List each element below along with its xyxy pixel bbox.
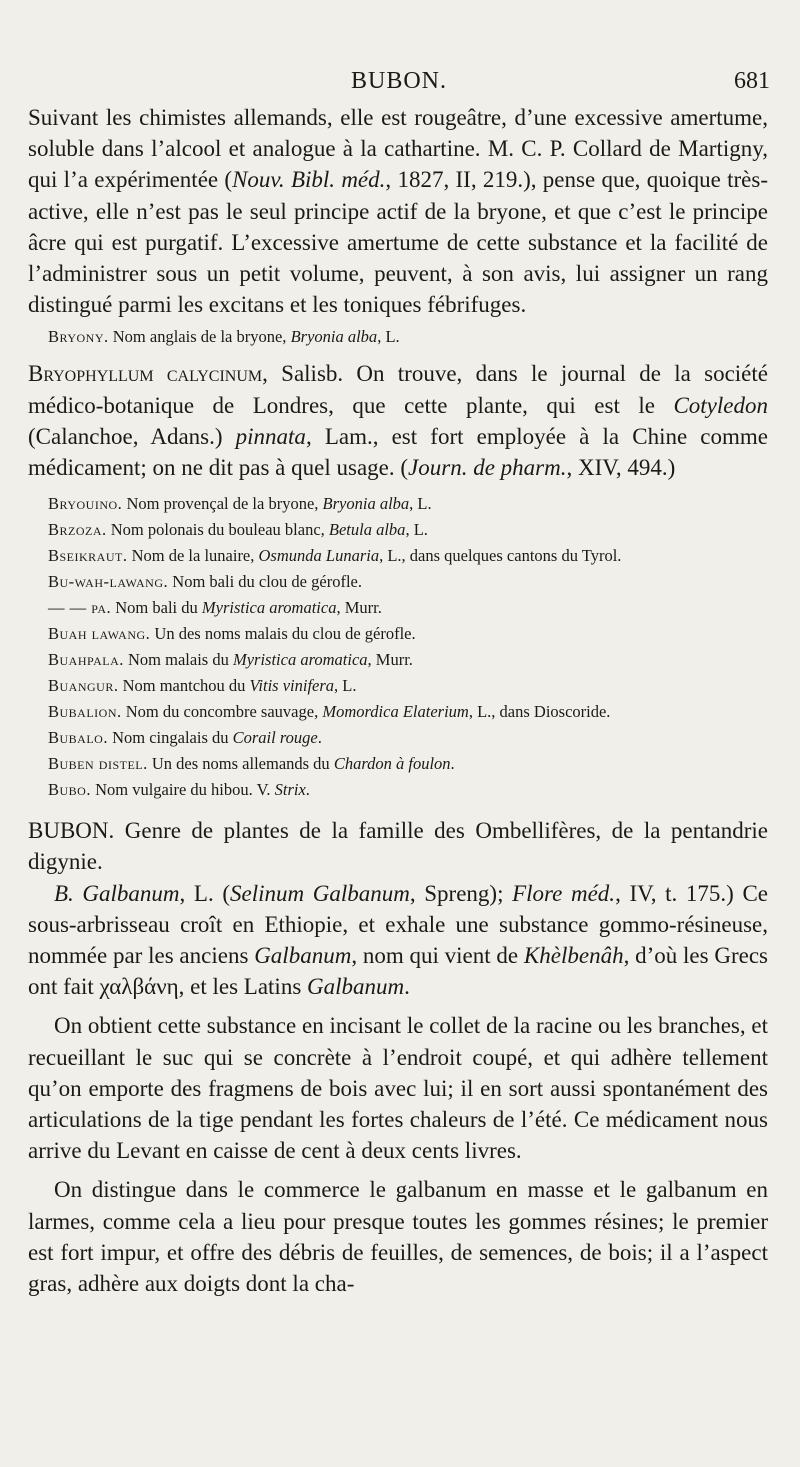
latin-name: Chardon à foulon (333, 754, 451, 774)
page-number: 681 (734, 68, 770, 94)
latin-name: Galbanum (254, 943, 352, 969)
entry-term: Bryony. (48, 327, 109, 347)
latin-name: Corail rouge (232, 728, 318, 748)
text: Nom cingalais du (107, 728, 233, 748)
entry-term: Buangur. (48, 676, 119, 696)
entry-bubon (28, 815, 768, 877)
text: Un des noms malais du clou de gérofle. (150, 624, 416, 644)
text: Nom anglais de la bryone, (108, 327, 291, 347)
latin-name: B. Galbanum (54, 880, 180, 906)
text: , L. (334, 676, 357, 696)
text: , L. (377, 327, 400, 347)
text: . (305, 780, 310, 800)
latin-name: Bryonia alba (322, 494, 410, 514)
list-item (28, 777, 768, 803)
latin-name: Myristica aromatica (232, 650, 368, 670)
latin-name: Selinum Galbanum (230, 880, 410, 906)
list-item (28, 543, 768, 569)
entry-term: Bryouino. (48, 494, 123, 514)
entry-term: BUBON. (28, 818, 115, 844)
paragraph-galbanum (28, 878, 768, 1003)
text: , L. ( (179, 880, 231, 906)
text: . (404, 974, 410, 1000)
entry-bryophyllum (28, 358, 768, 483)
list-item (28, 517, 768, 543)
entry-bryony (28, 324, 768, 350)
text: , L., dans Dioscoride. (468, 702, 611, 722)
text: . (317, 728, 322, 748)
latin-name: pinnata (235, 423, 306, 449)
paragraph-commerce: On distingue dans le commerce le galbanum en masse et le galbanum en larmes, comme cela a lieu pour presque toutes les gommes résines; le premier est fort impur, et offre des débris de feuilles, de semences, de bois; il a l’aspect gras, adhère aux doigts dont la cha- (28, 1177, 768, 1297)
text: Nom vulgaire du hibou. V. (90, 780, 275, 800)
text: Suivant les chimistes allemands, elle est rougeâtre, d’une excessive amertume, soluble dans l’alcool et analogue à la cathartine. M. C. P. Collard de Martigny, qui l’a expérimentée ( (28, 105, 768, 193)
citation: Journ. de pharm. (408, 455, 567, 481)
text: , d’où les Grecs ont fait (28, 943, 768, 1000)
text: , L. (405, 520, 428, 540)
citation: Nouv. Bibl. méd. (232, 167, 386, 193)
entry-term: Buben distel. (48, 754, 148, 774)
citation: Flore méd. (512, 880, 616, 906)
text: . (450, 754, 455, 774)
paragraph-obtention: On obtient cette substance en incisant le collet de la racine ou les branches, et recueillant le suc qui se concrète à l’endroit coupé, et qui adhère tellement qu’on emporte des fragmens de bois avec lui; il en sort aussi spontanément des articulations de la tige pendant les fortes chaleurs de l’été. Ce médicament nous arrive du Levant en caisse de cent à deux cents livres. (28, 1013, 768, 1164)
entry-term: Bseikraut. (48, 546, 128, 566)
list-item (28, 569, 768, 595)
text: , Salisb. On trouve, dans le journal de la société médico-botanique de Londres, que cette plante, qui est le (28, 361, 768, 418)
text: , nom qui vient de (351, 943, 524, 969)
latin-name: Myristica aromatica (201, 598, 337, 618)
latin-name: Vitis vinifera (249, 676, 335, 696)
text: , L. (409, 494, 432, 514)
entry-term: Brzoza. (48, 520, 107, 540)
hebrew-name: Khèlbenâh (523, 943, 624, 969)
text: Nom du concombre sauvage, (121, 702, 323, 722)
list-item (28, 621, 768, 647)
list-item (28, 595, 768, 621)
entry-term: Bryophyllum calycinum (28, 361, 263, 387)
list-item (28, 751, 768, 777)
latin-name: Bryonia alba (290, 327, 378, 347)
text: , Lam., est fort employée à la Chine comme médicament; on ne dit pas à quel usage. ( (28, 423, 768, 481)
list-item (28, 647, 768, 673)
entry-term: Bu-wah-lawang. (48, 572, 169, 592)
text: , 1827, II, 219.), pense que, quoique très-active, elle n’est pas le seul principe actif de la bryone, et que c’est le principe âcre qui est purgatif. L’excessive amertume de cette substance et la facilité de l’administrer sous un petit volume, peuvent, à son avis, lui assigner un rang distingué parmi les excitans et les toniques fébrifuges. (28, 167, 768, 318)
latin-name: Cotyledon (673, 392, 768, 418)
latin-name: Galbanum (307, 974, 405, 1000)
text: (Calanchoe, Adans.) (28, 423, 236, 449)
page-body (28, 102, 768, 1299)
list-item (28, 725, 768, 751)
entry-term: Bubalion. (48, 702, 122, 722)
greek-word: χαλβάνη (99, 974, 179, 1000)
running-title: BUBON. (350, 68, 447, 94)
entry-term: Buahpala. (48, 650, 124, 670)
latin-name: Strix (274, 780, 306, 800)
text: Nom bali du clou de gérofle. (168, 572, 362, 592)
text: Nom mantchou du (118, 676, 250, 696)
text: , IV, t. 175.) Ce sous-arbrisseau croît en Ethiopie, et exhale une substance gommo-résineuse, nommée par les anciens (28, 880, 768, 969)
entry-term: — — pa. (48, 598, 112, 618)
text: , Spreng); (409, 880, 513, 906)
text: Nom polonais du bouleau blanc, (106, 520, 329, 540)
text: , XIV, 494.) (566, 455, 676, 481)
latin-name: Momordica Elaterium (322, 702, 469, 722)
text: , Murr. (367, 650, 413, 670)
entry-term: Bubo. (48, 780, 91, 800)
entry-term: Bubalo. (48, 728, 108, 748)
text: Nom malais du (123, 650, 233, 670)
text: , Murr. (336, 598, 382, 618)
latin-name: Betula alba (328, 520, 406, 540)
text: Nom provençal de la bryone, (122, 494, 323, 514)
small-entries-list (28, 491, 768, 803)
text: , L., dans quelques cantons du Tyrol. (379, 546, 622, 566)
text: Nom bali du (111, 598, 202, 618)
text: Nom de la lunaire, (127, 546, 259, 566)
page-header (28, 68, 770, 98)
entry-term: Buah lawang. (48, 624, 151, 644)
text: Un des noms allemands du (147, 754, 334, 774)
list-item (28, 673, 768, 699)
text: , et les Latins (178, 974, 308, 1000)
list-item (28, 491, 768, 517)
text: Genre de plantes de la famille des Ombellifères, de la pentandrie digynie. (28, 818, 768, 875)
list-item (28, 699, 768, 725)
paragraph-bryone-chemistry (28, 102, 768, 320)
latin-name: Osmunda Lunaria (258, 546, 380, 566)
